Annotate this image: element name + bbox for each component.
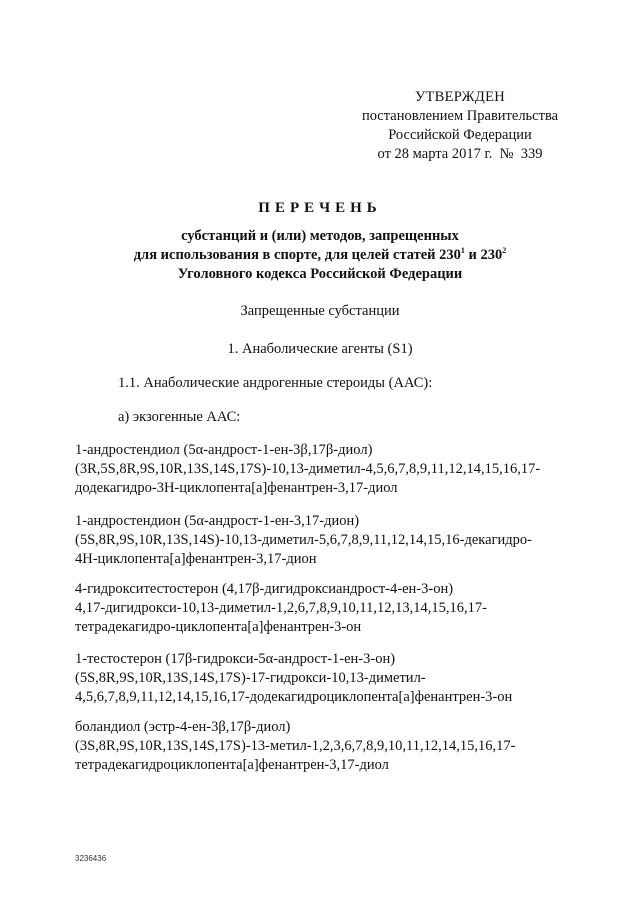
substance-formula: 4Н-циклопента[а]фенантрен-3,17-дион xyxy=(75,551,317,567)
heading-line xyxy=(60,246,580,265)
substance-formula: (5S,8R,9S,10R,13S,14S)-10,13-диметил-5,6,7,8,9,11,12,14,15,16-декагидро- xyxy=(75,532,532,548)
substance-entry xyxy=(75,512,595,569)
substance-name: 1-тестостерон (17β-гидрокси-5α-андрост-1-ен-3-он) xyxy=(75,651,396,667)
substance-formula: тетрадекагидроциклопента[а]фенантрен-3,17-диол xyxy=(75,757,389,773)
substance-entry xyxy=(75,718,595,775)
approval-title: УТВЕРЖДЕН xyxy=(414,89,506,105)
substance-formula: (3R,5S,8R,9S,10R,13S,14S,17S)-10,13-диметил-4,5,6,7,8,9,11,12,14,15,16,17- xyxy=(75,461,541,477)
substance-formula: (5S,8R,9S,10R,13S,14S,17S)-17-гидрокси-10,13-диметил- xyxy=(75,670,426,686)
subsection-heading: 1.1. Анаболические андрогенные стероиды (ААС): xyxy=(118,375,433,391)
substance-formula: 4,5,6,7,8,9,11,12,14,15,16,17-додекагидроциклопента[а]фенантрен-3-он xyxy=(75,689,513,705)
substance-entry xyxy=(75,441,595,498)
approval-date: от 28 марта 2017 г. № 339 xyxy=(377,146,543,162)
section-subtitle: 1. Анаболические агенты (S1) xyxy=(227,341,413,357)
superscript: 1 xyxy=(460,246,465,255)
substance-formula: 4,17-дигидрокси-10,13-диметил-1,2,6,7,8,9,10,11,12,13,14,15,16,17- xyxy=(75,600,487,616)
substance-formula: (3S,8R,9S,10R,13S,14S,17S)-13-метил-1,2,3,6,7,8,9,10,11,12,14,15,16,17- xyxy=(75,738,516,754)
approval-block xyxy=(330,88,590,164)
substance-name: 4-гидрокситестостерон (4,17β-дигидроксиандрост-4-ен-3-он) xyxy=(75,581,454,597)
section-title: Запрещенные субстанции xyxy=(240,303,400,319)
approval-line: Российской Федерации xyxy=(388,127,532,143)
substance-formula: додекагидро-3Н-циклопента[а]фенантрен-3,17-диол xyxy=(75,480,398,496)
substance-entry xyxy=(75,580,595,637)
heading-text: для использования в спорте, для целей статей 230 xyxy=(133,247,461,263)
document-heading xyxy=(60,200,580,284)
substance-entry xyxy=(75,650,595,707)
substance-formula: тетрадекагидро-циклопента[а]фенантрен-3-он xyxy=(75,619,362,635)
subsection-item: а) экзогенные ААС: xyxy=(118,409,241,425)
substance-name: 1-андростендиол (5α-андрост-1-ен-3β,17β-диол) xyxy=(75,442,373,458)
heading-text: и 230 xyxy=(464,247,503,263)
substance-name: боландиол (эстр-4-ен-3β,17β-диол) xyxy=(75,719,291,735)
heading-line: субстанций и (или) методов, запрещенных xyxy=(181,228,459,244)
heading-line: Уголовного кодекса Российской Федерации xyxy=(177,266,463,282)
superscript: 2 xyxy=(502,246,507,255)
document-title: ПЕРЕЧЕНЬ xyxy=(258,200,382,216)
document-code: 3236436 xyxy=(75,854,107,863)
approval-line: постановлением Правительства xyxy=(361,108,559,124)
substance-name: 1-андростендион (5α-андрост-1-ен-3,17-дион) xyxy=(75,513,360,529)
